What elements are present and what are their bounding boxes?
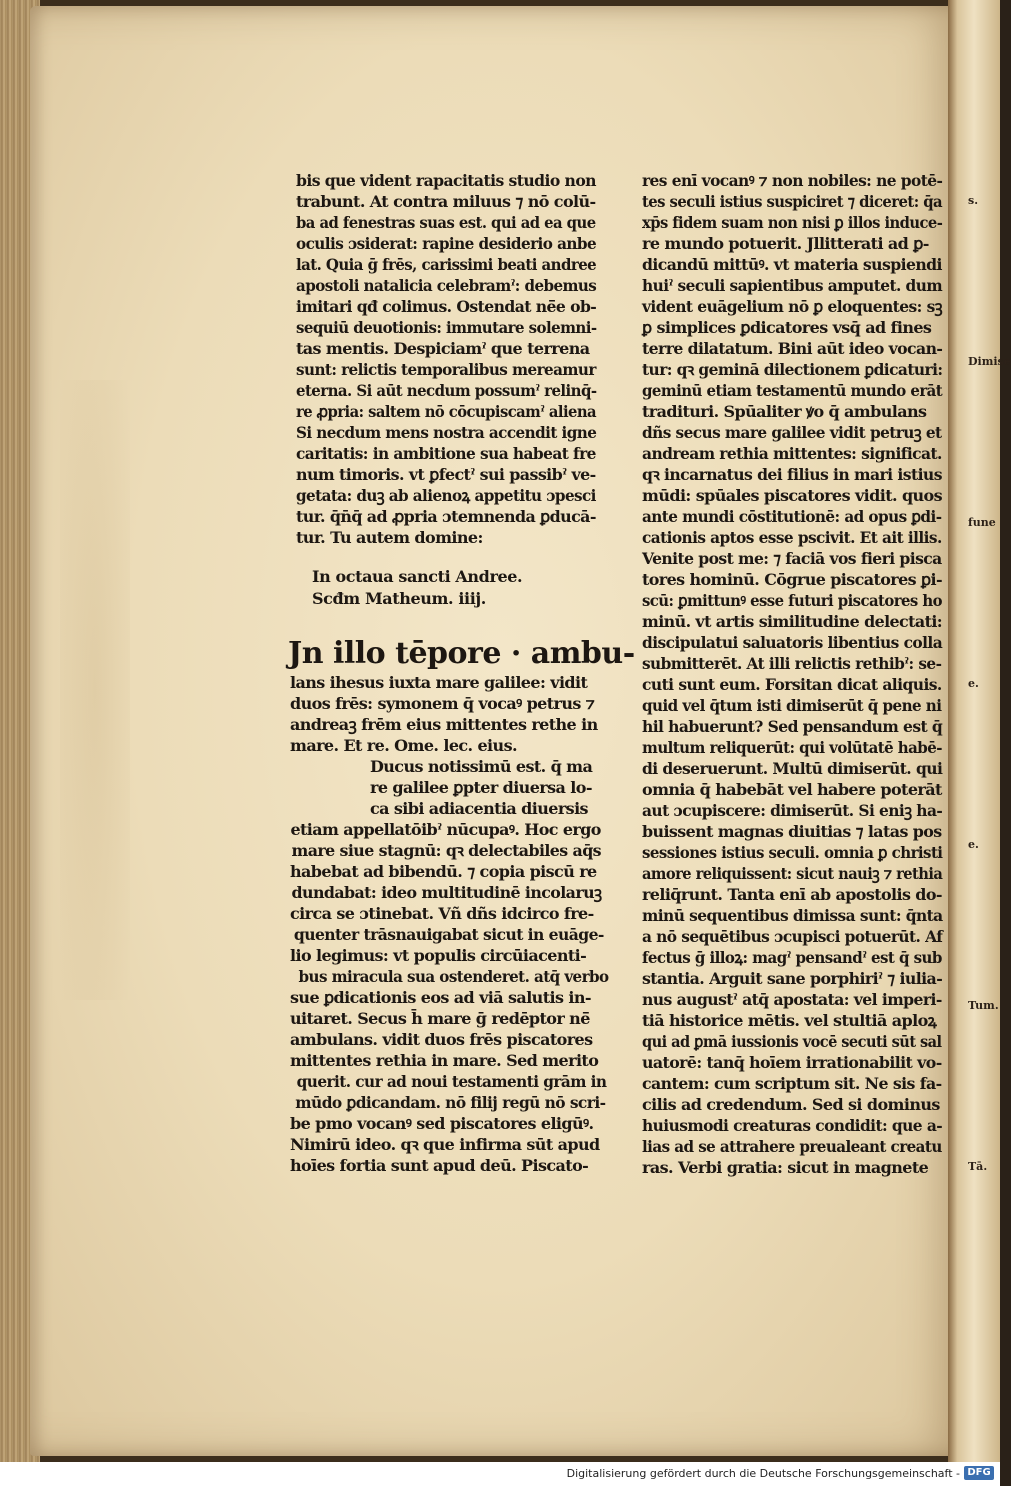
- footer-credit: Digitalisierung gefördert durch die Deutsche Forschungsgemeinschaft -: [566, 1467, 960, 1480]
- text-line: Ducus notissimū est. q̄ ma: [370, 757, 593, 776]
- text-line: uitaret. Secus h̄ mare ḡ redēptor nē̄: [290, 1009, 590, 1028]
- text-line: sunt: relictis temporalibus mereamur: [296, 360, 596, 379]
- text-line: ambulans. vidit duos frēs piscatores: [290, 1030, 593, 1049]
- text-line: tur: qꝛ geminā dilectionem ꝑdicaturi:: [642, 360, 943, 379]
- text-line: tas mentis. Despiciamˀ que terrena: [296, 339, 590, 358]
- text-line: buissent magnas diuitias ⁊ latas pos: [642, 822, 942, 841]
- text-line: tradituri. Spūaliter ꝟo q̄ ambulans: [642, 402, 927, 421]
- text-line: getata: duꝫ ab alienoꝝ appetitu ɔpesci: [296, 486, 596, 505]
- text-line: andreaꝫ frēm eius mittentes rethe in: [290, 715, 598, 734]
- text-line: quenter trāsnauigabat sicut in euāge-: [293, 925, 604, 944]
- margin-fragment: e.: [968, 677, 979, 690]
- text-line: amore reliquissent: sicut nauiꝫ ⁊ rethia: [642, 864, 943, 883]
- gospel-opening-title: Jn illo tēpore · ambu-: [288, 636, 635, 671]
- text-line: hil habuerunt? Sed pensandum est q̄: [642, 717, 943, 736]
- text-line: omnia q̄ habebāt vel habere poterāt: [642, 780, 942, 799]
- text-line: mittentes rethia in mare. Sed merito: [290, 1051, 599, 1070]
- text-line: re ꝓpria: saltem nō cōcupiscamˀ aliena: [296, 402, 597, 421]
- text-line: caritatis: in ambitione sua habeat fre: [296, 444, 596, 463]
- text-line: etiam appellatōibˀ nūcupaꝰ. Hoc ergo: [290, 820, 601, 839]
- text-line: trabunt. At contra miluus ⁊ nō colū-: [296, 192, 596, 211]
- text-line: lias ad se attrahere preualeant creatu: [642, 1137, 942, 1156]
- text-line: tiā historice mētis. vel stultiā aploꝝ: [642, 1011, 937, 1030]
- text-line: sessiones istius seculi. omnia ꝑ christi: [642, 843, 943, 862]
- text-line: quid vel q̄tum isti dimiserūt q̄ pene ni: [642, 696, 942, 715]
- text-line: minū. vt artis similitudine delectati:: [642, 612, 943, 631]
- text-line: hoīes fortia sunt apud deū. Piscato-: [290, 1156, 589, 1175]
- margin-fragment: Tum.: [968, 999, 999, 1012]
- text-line: cilis ad credendum. Sed si dominus: [642, 1095, 940, 1114]
- text-line: apostoli natalicia celebramˀ: debemus: [296, 276, 597, 295]
- text-line: habebat ad bibendū. ⁊ copia piscū re: [290, 862, 597, 881]
- text-line: dñs secus mare galilee vidit petruꝫ et: [642, 423, 942, 442]
- text-line: fectus ḡ illoꝝ: magˀ pensandˀ est q̄ sub: [642, 948, 942, 967]
- text-line: submitterēt. At illi relictis rethibˀ: se-: [642, 654, 942, 673]
- margin-fragment: Dimise: [968, 355, 1011, 368]
- text-line: tur. q̄n̄q̄ ad ꝓpria ɔtemnenda ꝑducā-: [296, 507, 596, 526]
- text-line: tes seculi istius suspiciret ⁊ diceret: q̄a: [642, 192, 943, 211]
- text-line: mare. Et re. Ome. lec. eius.: [290, 736, 517, 755]
- text-line: geminū etiam testamentū mundo erāt: [642, 381, 943, 400]
- text-line: circa se ɔtinebat. Vñ dñs idcirco fre-: [290, 904, 594, 923]
- heading-line: Scđm Matheum. iiij.: [312, 589, 486, 608]
- text-line: querit. cur ad noui testamenti grām in: [296, 1072, 607, 1091]
- text-line: vident euāgelium nō ꝑ eloquentes: sꝫ: [642, 297, 943, 316]
- margin-fragment: s.: [968, 194, 979, 207]
- text-line: lat. Quia ḡ frēs, carissimi beati andree: [296, 255, 597, 274]
- text-line: Nimirū ideo. qꝛ que infirma sūt apud: [290, 1135, 600, 1154]
- digitization-footer: [0, 1462, 1000, 1486]
- text-line: uatorē: tanq̄ hoīem irrationabilit vo-: [642, 1053, 942, 1072]
- margin-fragment: Tā.: [968, 1160, 988, 1173]
- text-line: eterna. Si aūt necdum possumˀ relinq̄-: [296, 381, 597, 400]
- text-line: Venite post me: ⁊ faciā vos fieri pisca: [642, 549, 942, 568]
- text-line: tores hominū. Cōgrue piscatores ꝑi-: [642, 570, 942, 589]
- text-line: qꝛ incarnatus dei filius in mari istius: [642, 465, 942, 484]
- text-line: scū: ꝑmittunꝰ esse futuri piscatores ho: [642, 591, 942, 610]
- text-line: mare siue stagnū: qꝛ delectabiles aq̄s: [291, 841, 602, 860]
- text-line: ꝑ simplices ꝑdicatores vsq̄ ad fines: [642, 318, 932, 337]
- text-line: cuti sunt eum. Forsitan dicat aliquis.: [642, 675, 942, 694]
- text-line: sue ꝑdicationis eos ad viā salutis in-: [290, 988, 591, 1007]
- text-line: lans ihesus iuxta mare galilee: vidit: [290, 673, 588, 692]
- text-line: re galilee ꝑpter diuersa lo-: [370, 778, 592, 797]
- text-line: dicandū mittūꝰ. vt materia suspiendi: [642, 255, 942, 274]
- text-line: multum reliquerūt: qui volūtatē habē-: [642, 738, 942, 757]
- text-line: duos frēs: symonem q̄ vocaꝰ petrus ⁊: [290, 694, 595, 713]
- dfg-logo: DFG: [964, 1466, 994, 1480]
- text-line: Si necdum mens nostra accendit igne: [296, 423, 597, 442]
- text-line: imitari qđ colimus. Ostendat nē̄e ob-: [296, 297, 597, 316]
- text-line: dundabat: ideo multitudinē incolaruꝫ: [291, 883, 602, 902]
- text-line: ba ad fenestras suas est. qui ad ea que: [296, 213, 596, 232]
- text-line: huiˀ seculi sapientibus amputet. dum: [642, 276, 943, 295]
- text-line: num timoris. vt ꝑfectˀ sui passibˀ ve-: [296, 465, 596, 484]
- body-column-text: [290, 672, 609, 1176]
- margin-fragment: fune: [968, 516, 996, 529]
- section-heading: [312, 566, 522, 610]
- paper-stain: [60, 380, 130, 1000]
- text-line: ras. Verbi gratia: sicut in magnete: [642, 1158, 929, 1177]
- text-line: stantia. Arguit sane porphiriˀ ⁊ iulia-: [642, 969, 943, 988]
- text-line: reliq̄runt. Tanta enī ab apostolis do-: [642, 885, 942, 904]
- text-line: tur. Tu autem domine:: [296, 528, 483, 547]
- text-line: mūdo ꝑdicandam. nō filij regū nō scri-: [295, 1093, 606, 1112]
- text-line: oculis ɔsiderat: rapine desiderio anbe: [296, 234, 597, 253]
- margin-fragment: e.: [968, 838, 979, 851]
- text-line: qui ad ꝑmā iussionis vocē secuti sūt sal: [642, 1032, 942, 1051]
- text-line: cantem: cum scriptum sit. Ne sis fa-: [642, 1074, 942, 1093]
- text-line: ca sibi adiacentia diuersis: [370, 799, 588, 818]
- text-line: res enī vocanꝰ ⁊ non nobiles: ne potē-: [642, 171, 943, 190]
- text-line: huiusmodi creaturas condidit: que a-: [642, 1116, 943, 1135]
- text-line: bus miracula sua ostenderet. atq̄ verbo: [298, 967, 609, 986]
- text-line: mūdi: spūales piscatores vidit. quos: [642, 486, 943, 505]
- text-line: andream rethia mittentes: significat.: [642, 444, 942, 463]
- left-column-text: [296, 170, 596, 548]
- text-line: re mundo potuerit. Jllitterati ad ꝑ-: [642, 234, 929, 253]
- text-line: lio legimus: vt populis circūiacenti-: [290, 946, 587, 965]
- right-column-text: [642, 170, 942, 1178]
- text-line: ante mundi cōstitutionē: ad opus ꝑdi-: [642, 507, 942, 526]
- text-line: a nō sequētibus ɔcupisci potuerūt. Af: [642, 927, 943, 946]
- text-line: nus augustˀ atq̄ apostata: vel imperi-: [642, 990, 942, 1009]
- text-line: di deseruerunt. Multū dimiserūt. qui: [642, 759, 943, 778]
- facing-page-fragments: [968, 190, 1011, 1177]
- text-line: be pmo vocanꝰ sed piscatores eligūꝰ.: [290, 1114, 594, 1133]
- text-line: sequiū deuotionis: immutare solemni-: [296, 318, 597, 337]
- heading-line: In octaua sancti Andree.: [312, 567, 523, 586]
- text-line: xp̄s fidem suam non nisi ꝑ illos induce-: [642, 213, 943, 232]
- text-line: discipulatui saluatoris libentius colla: [642, 633, 943, 652]
- text-line: minū sequentibus dimissa sunt: q̄nta: [642, 906, 943, 925]
- text-line: bis que vident rapacitatis studio non: [296, 171, 596, 190]
- text-line: cationis aptos esse pscivit. Et ait illis.: [642, 528, 942, 547]
- text-line: aut ɔcupiscere: dimiserūt. Si eniꝫ ha-: [642, 801, 943, 820]
- text-line: terre dilatatum. Bini aūt ideo vocan-: [642, 339, 943, 358]
